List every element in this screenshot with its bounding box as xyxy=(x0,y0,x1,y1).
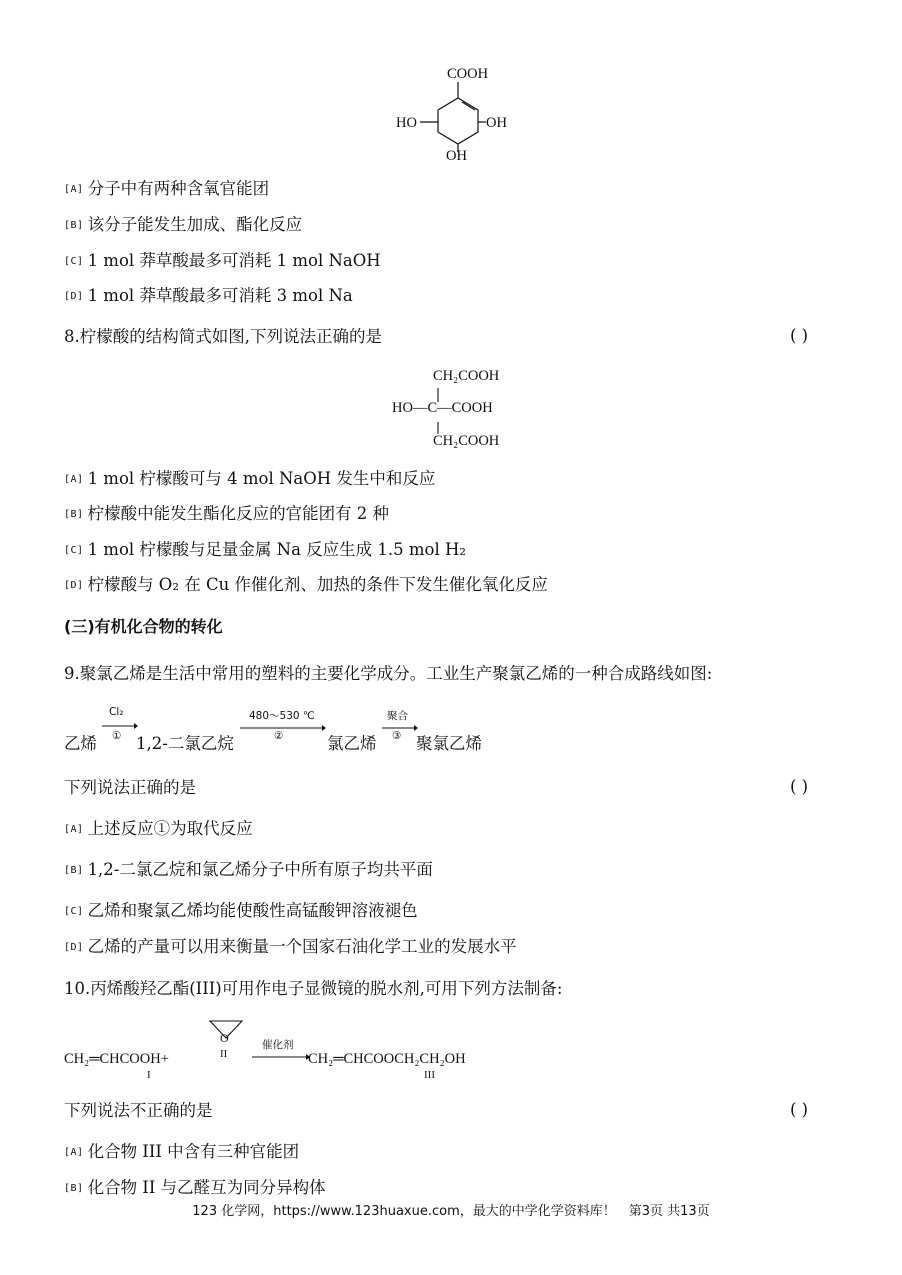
option-text: 1 mol 莽草酸最多可消耗 1 mol NaOH xyxy=(87,251,381,270)
section-heading: (三)有机化合物的转化 xyxy=(64,617,223,636)
shikimic-acid-structure xyxy=(380,60,540,170)
option-text: 1 mol 柠檬酸可与 4 mol NaOH 发生中和反应 xyxy=(87,469,436,488)
arrow2-top: 480～530 ℃ xyxy=(249,710,315,722)
option-tag: [B] xyxy=(64,220,84,231)
option-tag: [D] xyxy=(64,942,84,953)
route-ethylene: 乙烯 xyxy=(64,734,97,753)
q8-answer-paren: ( ) xyxy=(790,326,809,345)
q8-stem: 8.柠檬酸的结构简式如图,下列说法正确的是 xyxy=(64,327,382,346)
epoxide-oxygen: O xyxy=(220,1031,229,1045)
eq-label-1: I xyxy=(147,1069,151,1081)
arrow1-icon xyxy=(102,722,138,730)
arrow2-bottom: ② xyxy=(274,730,284,742)
option-tag: [B] xyxy=(64,1183,84,1194)
route-pvc: 聚氯乙烯 xyxy=(416,734,482,753)
option-text: 化合物 III 中含有三种官能团 xyxy=(87,1142,300,1161)
option-text: 上述反应①为取代反应 xyxy=(87,819,253,838)
catalyst-label: 催化剂 xyxy=(262,1039,294,1051)
option-text: 1 mol 莽草酸最多可消耗 3 mol Na xyxy=(87,286,353,305)
eq-reactant1: CH₂═CHCOOH+ xyxy=(64,1051,169,1067)
arrow1-bottom: ① xyxy=(112,730,122,742)
option-text: 柠檬酸与 O₂ 在 Cu 作催化剂、加热的条件下发生催化氧化反应 xyxy=(87,575,548,594)
q8-option-a xyxy=(64,468,435,491)
cooh-label: COOH xyxy=(447,66,489,82)
q10-sub-stem: 下列说法不正确的是 xyxy=(64,1101,213,1120)
q10-answer-paren: ( ) xyxy=(790,1100,809,1119)
option-tag: [B] xyxy=(64,865,84,876)
q10-stem: 10.丙烯酸羟乙酯(III)可用作电子显微镜的脱水剂,可用下列方法制备: xyxy=(64,979,563,998)
q9-option-b xyxy=(64,859,433,882)
q9-option-d xyxy=(64,936,517,959)
option-text: 1 mol 柠檬酸与足量金属 Na 反应生成 1.5 mol H₂ xyxy=(87,540,467,559)
q9-stem: 9.聚氯乙烯是生活中常用的塑料的主要化学成分。工业生产聚氯乙烯的一种合成路线如图: xyxy=(64,664,713,683)
page-footer: 123 化学网，https://www.123huaxue.com，最大的中学化学资料库！ 第3页 共13页 xyxy=(192,1204,710,1219)
q9-answer-paren: ( ) xyxy=(790,777,809,796)
q9-sub-stem: 下列说法正确的是 xyxy=(64,778,196,797)
option-text: 该分子能发生加成、酯化反应 xyxy=(87,215,303,234)
arrow3-bottom: ③ xyxy=(392,730,402,742)
q8-option-b xyxy=(64,503,389,526)
option-text: 化合物 II 与乙醛互为同分异构体 xyxy=(87,1178,326,1197)
q7-option-a xyxy=(64,178,269,201)
q10-option-a xyxy=(64,1141,299,1164)
ho-left-label: HO xyxy=(396,115,417,131)
option-tag: [A] xyxy=(64,184,84,195)
option-text: 乙烯和聚氯乙烯均能使酸性高锰酸钾溶液褪色 xyxy=(87,901,418,920)
option-tag: [A] xyxy=(64,1147,84,1158)
option-tag: [A] xyxy=(64,824,84,835)
option-tag: [D] xyxy=(64,580,84,591)
reaction-arrow-icon xyxy=(252,1053,310,1061)
q7-option-b xyxy=(64,214,302,237)
option-tag: [B] xyxy=(64,509,84,520)
option-tag: [A] xyxy=(64,474,84,485)
eq-label-3: III xyxy=(424,1069,435,1081)
q10-equation xyxy=(64,1015,524,1087)
route-vinyl-chloride: 氯乙烯 xyxy=(327,734,377,753)
citric-middle: HO—C—COOH xyxy=(392,400,493,416)
option-tag: [D] xyxy=(64,291,84,302)
option-tag: [C] xyxy=(64,906,84,917)
q9-synthesis-route xyxy=(64,702,504,754)
option-tag: [C] xyxy=(64,545,84,556)
q9-option-a xyxy=(64,818,253,841)
oh-right-label: OH xyxy=(486,115,507,131)
eq-product: CH₂═CHCOOCH₂CH₂OH xyxy=(308,1051,466,1067)
q10-option-b xyxy=(64,1177,326,1200)
citric-bonds xyxy=(390,366,530,458)
eq-label-2: II xyxy=(220,1048,228,1060)
option-text: 乙烯的产量可以用来衡量一个国家石油化学工业的发展水平 xyxy=(87,937,517,956)
q8-option-c xyxy=(64,539,466,562)
arrow3-top: 聚合 xyxy=(387,710,408,722)
citric-bottom: CH₂COOH xyxy=(433,433,500,449)
q8-option-d xyxy=(64,574,548,597)
arrow1-top: Cl₂ xyxy=(109,706,124,718)
citric-top: CH₂COOH xyxy=(433,368,500,384)
citric-acid-structure xyxy=(390,366,530,458)
option-text: 柠檬酸中能发生酯化反应的官能团有 2 种 xyxy=(87,504,390,523)
q9-option-c xyxy=(64,900,418,923)
route-dichloroethane: 1,2-二氯乙烷 xyxy=(136,734,234,753)
q7-option-d xyxy=(64,285,353,308)
q7-option-c xyxy=(64,250,381,273)
option-tag: [C] xyxy=(64,256,84,267)
oh-bottom-label: OH xyxy=(446,148,467,164)
option-text: 分子中有两种含氧官能团 xyxy=(87,179,270,198)
option-text: 1,2-二氯乙烷和氯乙烯分子中所有原子均共平面 xyxy=(87,860,433,879)
